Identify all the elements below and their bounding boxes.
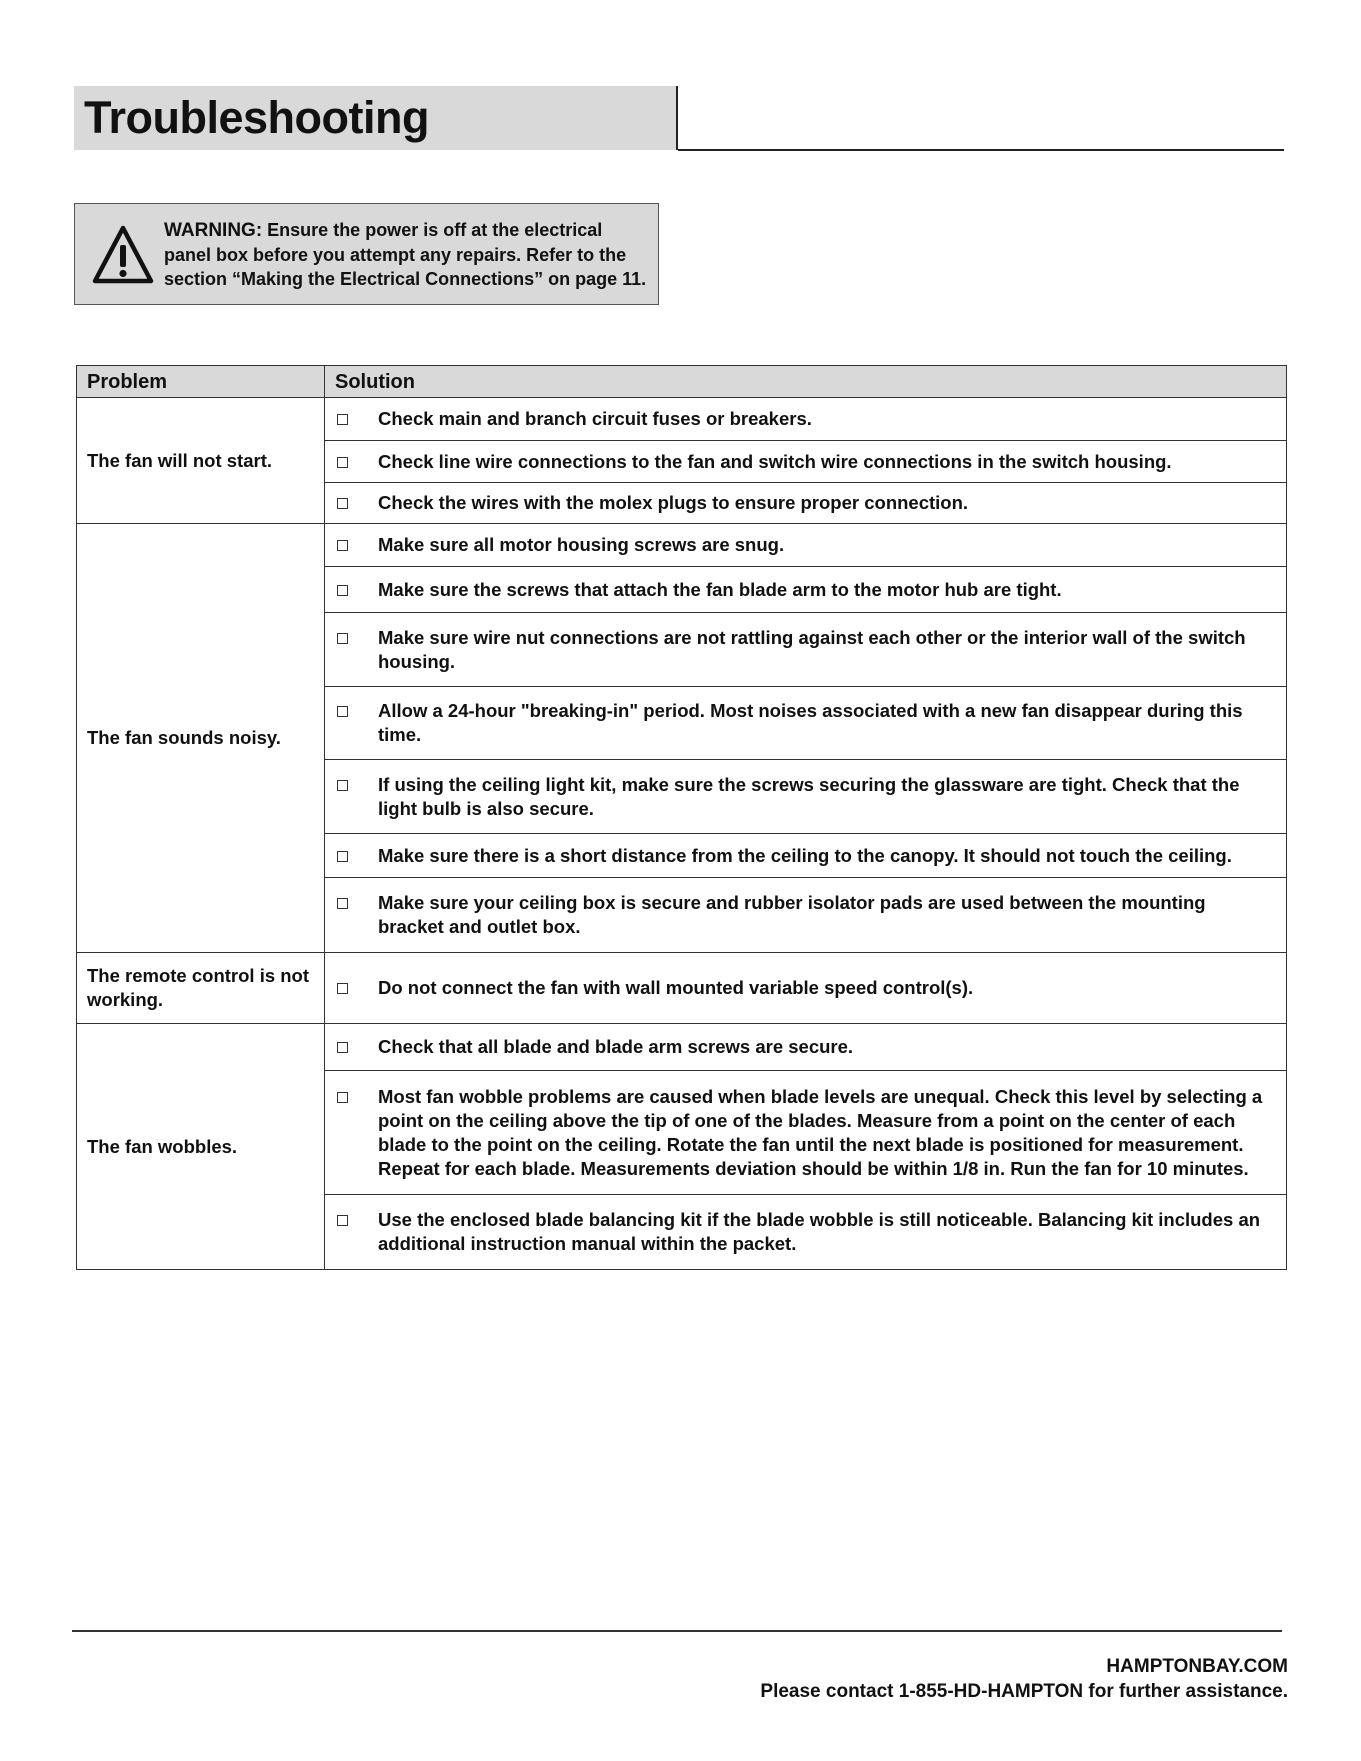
table-row [77, 1024, 1287, 1071]
solution-text: Check the wires with the molex plugs to ensure proper connection. [378, 492, 969, 513]
table-row [77, 398, 1287, 441]
problem-cell: The fan wobbles. [77, 1024, 325, 1270]
checkbox-icon [337, 457, 348, 468]
footer-website: HAMPTONBAY.COM [1106, 1656, 1288, 1677]
solution-cell [325, 834, 1287, 878]
troubleshooting-table [76, 365, 1287, 1270]
checkbox-icon [337, 780, 348, 791]
solution-cell [325, 1071, 1287, 1195]
checkbox-icon [337, 414, 348, 425]
warning-text [164, 218, 654, 291]
footer-rule [72, 1630, 1282, 1632]
checkbox-icon [337, 498, 348, 509]
solution-text: If using the ceiling light kit, make sure the screws securing the glassware are tight. Check that the light bulb is also secure. [378, 773, 1240, 819]
checkbox-icon [337, 1215, 348, 1226]
checkbox-icon [337, 585, 348, 596]
checkbox-icon [337, 706, 348, 717]
solution-cell [325, 567, 1287, 613]
solution-text: Check that all blade and blade arm screws are secure. [378, 1036, 854, 1057]
solution-header: Solution [325, 366, 1287, 398]
table-row [77, 524, 1287, 567]
checkbox-icon [337, 851, 348, 862]
problem-cell: The fan sounds noisy. [77, 524, 325, 953]
problem-header: Problem [77, 366, 325, 398]
checkbox-icon [337, 898, 348, 909]
checkbox-icon [337, 1092, 348, 1103]
solution-cell [325, 878, 1287, 953]
solution-cell [325, 524, 1287, 567]
solution-text: Make sure there is a short distance from the ceiling to the canopy. It should not touch the ceiling. [378, 844, 1232, 866]
solution-text: Make sure wire nut connections are not rattling against each other or the interior wall of the switch housing. [378, 626, 1246, 672]
solution-cell [325, 953, 1287, 1024]
footer-contact: Please contact 1-855-HD-HAMPTON for further assistance. [760, 1681, 1288, 1702]
solution-cell [325, 1195, 1287, 1270]
table-header-row [77, 366, 1287, 398]
solution-cell [325, 760, 1287, 834]
checkbox-icon [337, 983, 348, 994]
solution-text: Make sure all motor housing screws are snug. [378, 534, 785, 555]
solution-text: Do not connect the fan with wall mounted variable speed control(s). [378, 977, 974, 998]
warning-triangle-icon [92, 225, 154, 285]
solution-text: Allow a 24-hour "breaking-in" period. Most noises associated with a new fan disappear during this time. [378, 700, 1243, 745]
solution-text: Make sure the screws that attach the fan blade arm to the motor hub are tight. [378, 578, 1062, 600]
problem-cell: The fan will not start. [77, 398, 325, 524]
problem-cell: The remote control is not working. [77, 953, 325, 1024]
solution-cell [325, 441, 1287, 483]
solution-text: Check main and branch circuit fuses or breakers. [378, 408, 812, 429]
solution-cell [325, 1024, 1287, 1071]
solution-cell [325, 398, 1287, 441]
solution-cell [325, 687, 1287, 760]
solution-cell [325, 483, 1287, 524]
title-rule [678, 149, 1284, 151]
checkbox-icon [337, 633, 348, 644]
checkbox-icon [337, 540, 348, 551]
title-bar [74, 86, 678, 150]
table-row [77, 953, 1287, 1024]
solution-text: Most fan wobble problems are caused when blade levels are unequal. Check this level by selecting a point on the ceiling above the tip of one of the blades. Measure from a point on the center of each blade to the point on the ceiling. Rotate the fan until the next blade is positioned for measurement. Repeat for each blade. Measurements deviation should be within 1/8 in. Run the fan for 10 minutes. [378, 1085, 1263, 1179]
solution-text: Check line wire connections to the fan and switch wire connections in the switch housing. [378, 450, 1172, 472]
warning-body: Ensure the power is off at the electrical panel box before you attempt any repairs. Refer to the section “Making the Electrical Connections” on page 11. [164, 220, 647, 289]
solution-text: Use the enclosed blade balancing kit if the blade wobble is still noticeable. Balancing kit includes an additional instruction manual within the packet. [378, 1209, 1261, 1254]
warning-box [74, 203, 659, 305]
solution-cell [325, 613, 1287, 687]
page-title: Troubleshooting [84, 92, 429, 143]
solution-text: Make sure your ceiling box is secure and rubber isolator pads are used between the mounting bracket and outlet box. [378, 892, 1206, 937]
warning-lead: WARNING: [164, 220, 263, 241]
checkbox-icon [337, 1042, 348, 1053]
